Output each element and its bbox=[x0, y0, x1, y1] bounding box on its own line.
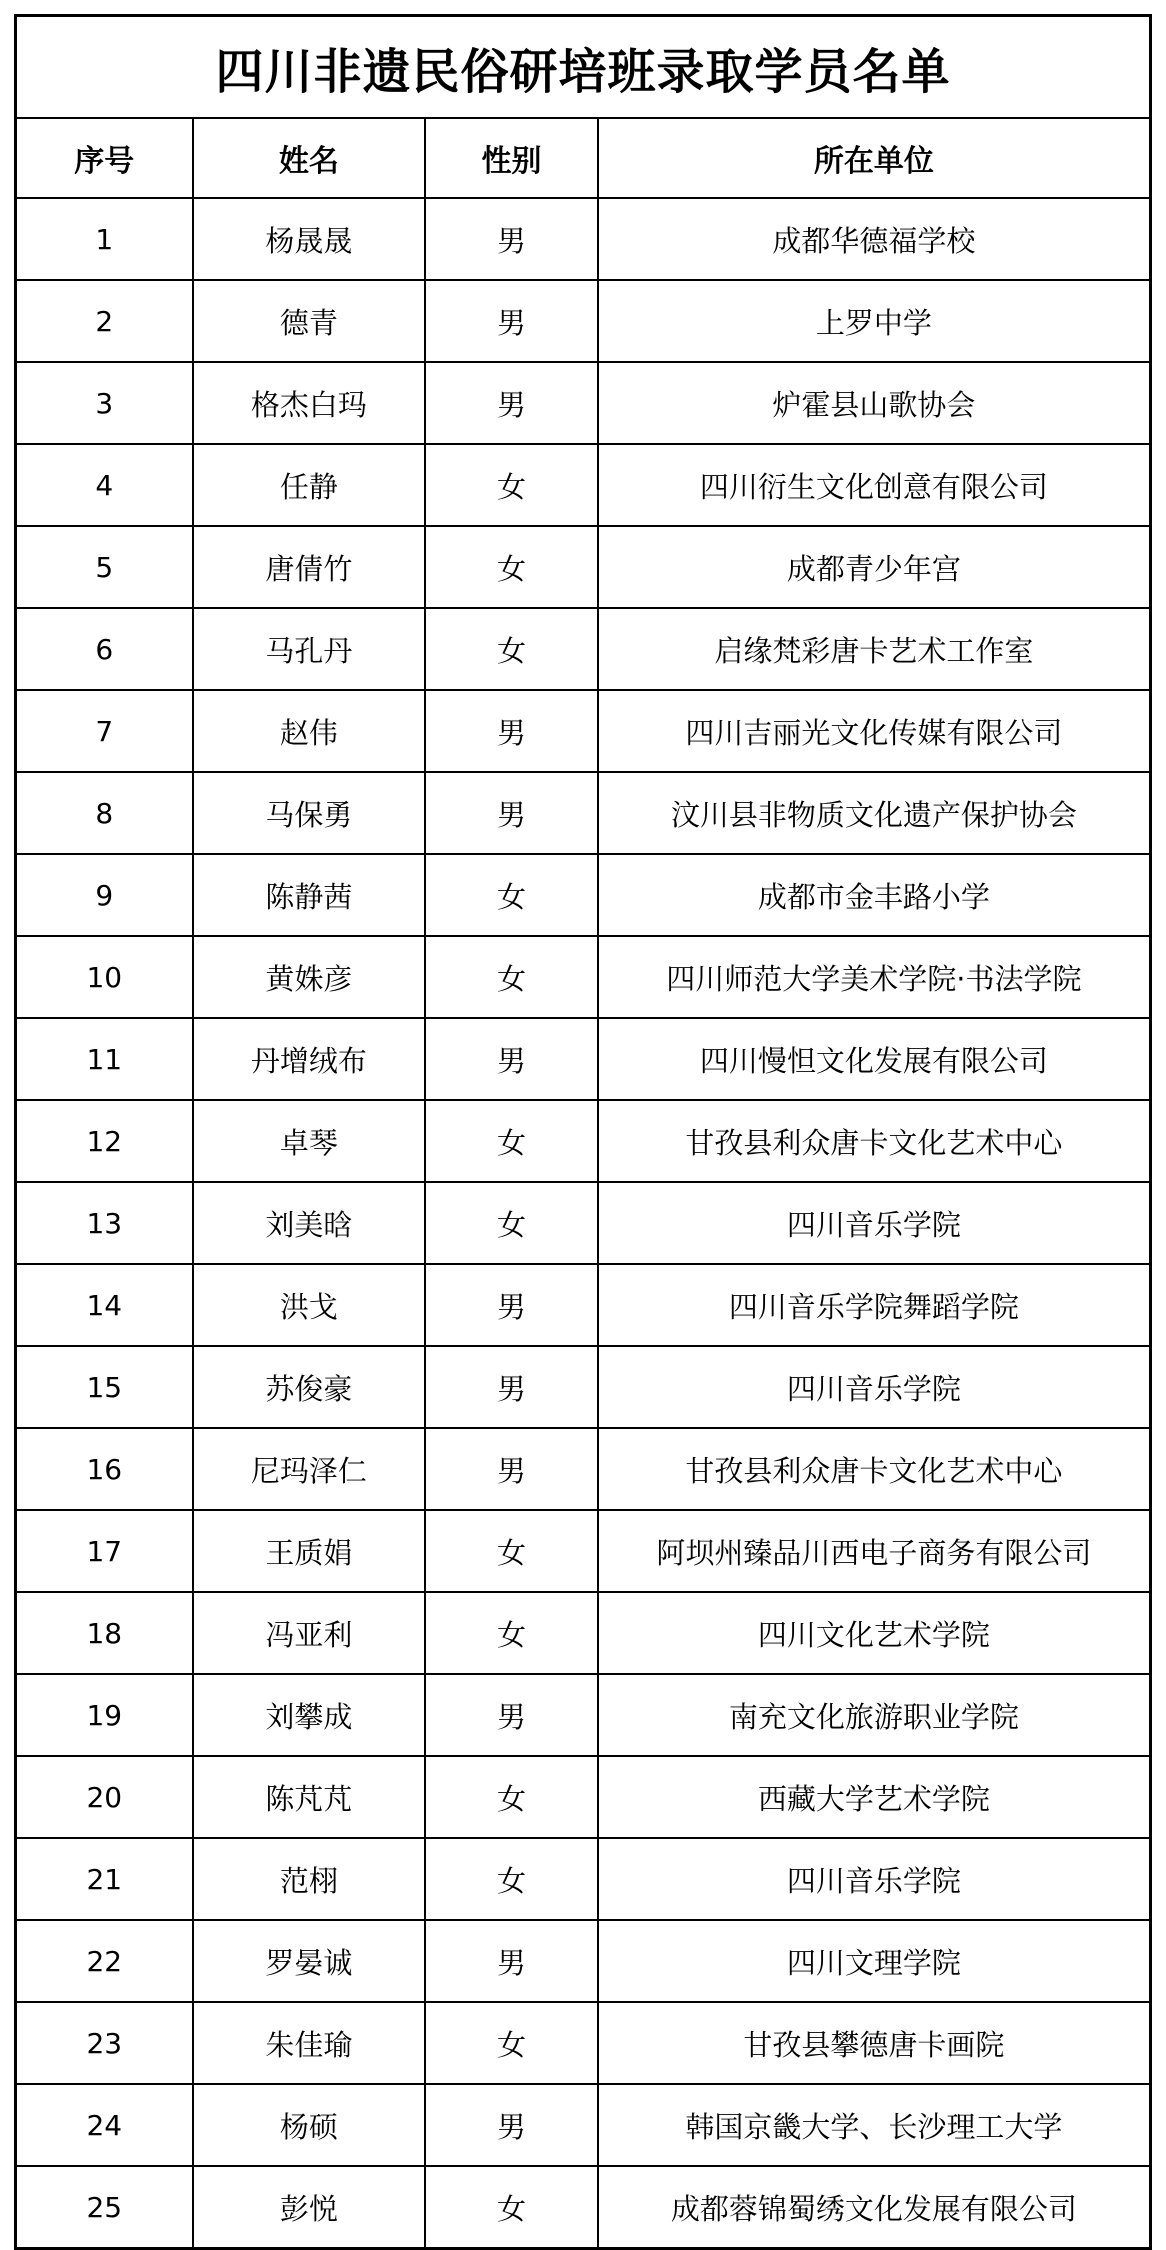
table-row bbox=[16, 1018, 1151, 1100]
cell-gender: 男 bbox=[425, 1674, 598, 1756]
cell-org: 甘孜县攀德唐卡画院 bbox=[598, 2002, 1151, 2084]
table-row bbox=[16, 1182, 1151, 1264]
cell-index: 25 bbox=[16, 2166, 193, 2249]
cell-name: 冯亚利 bbox=[193, 1592, 426, 1674]
cell-org: 阿坝州臻品川西电子商务有限公司 bbox=[598, 1510, 1151, 1592]
cell-gender: 男 bbox=[425, 690, 598, 772]
cell-index: 10 bbox=[16, 936, 193, 1018]
cell-name: 唐倩竹 bbox=[193, 526, 426, 608]
cell-name: 洪戈 bbox=[193, 1264, 426, 1346]
cell-gender: 女 bbox=[425, 608, 598, 690]
cell-org: 四川音乐学院 bbox=[598, 1182, 1151, 1264]
cell-index: 22 bbox=[16, 1920, 193, 2002]
cell-name: 卓琴 bbox=[193, 1100, 426, 1182]
cell-org: 炉霍县山歌协会 bbox=[598, 362, 1151, 444]
roster-table bbox=[14, 14, 1152, 2250]
cell-org: 甘孜县利众唐卡文化艺术中心 bbox=[598, 1100, 1151, 1182]
cell-gender: 女 bbox=[425, 1100, 598, 1182]
cell-name: 杨硕 bbox=[193, 2084, 426, 2166]
header-row bbox=[16, 118, 1151, 198]
cell-name: 赵伟 bbox=[193, 690, 426, 772]
cell-name: 黄姝彦 bbox=[193, 936, 426, 1018]
cell-name: 罗晏诚 bbox=[193, 1920, 426, 2002]
table-row bbox=[16, 362, 1151, 444]
cell-gender: 男 bbox=[425, 1428, 598, 1510]
cell-name: 丹增绒布 bbox=[193, 1018, 426, 1100]
cell-org: 启缘梵彩唐卡艺术工作室 bbox=[598, 608, 1151, 690]
cell-name: 马保勇 bbox=[193, 772, 426, 854]
cell-index: 13 bbox=[16, 1182, 193, 1264]
cell-org: 四川衍生文化创意有限公司 bbox=[598, 444, 1151, 526]
table-row bbox=[16, 1592, 1151, 1674]
cell-org: 四川音乐学院舞蹈学院 bbox=[598, 1264, 1151, 1346]
cell-index: 17 bbox=[16, 1510, 193, 1592]
table-row bbox=[16, 444, 1151, 526]
cell-gender: 女 bbox=[425, 1510, 598, 1592]
table-row bbox=[16, 1510, 1151, 1592]
cell-index: 4 bbox=[16, 444, 193, 526]
cell-index: 18 bbox=[16, 1592, 193, 1674]
cell-org: 成都蓉锦蜀绣文化发展有限公司 bbox=[598, 2166, 1151, 2249]
page-title: 四川非遗民俗研培班录取学员名单 bbox=[16, 16, 1151, 119]
cell-org: 四川文理学院 bbox=[598, 1920, 1151, 2002]
cell-index: 8 bbox=[16, 772, 193, 854]
cell-name: 王质娟 bbox=[193, 1510, 426, 1592]
table-row bbox=[16, 1264, 1151, 1346]
cell-name: 陈静茜 bbox=[193, 854, 426, 936]
table-row bbox=[16, 1428, 1151, 1510]
cell-index: 7 bbox=[16, 690, 193, 772]
table-row bbox=[16, 2002, 1151, 2084]
col-header-gender: 性别 bbox=[425, 118, 598, 198]
cell-gender: 男 bbox=[425, 280, 598, 362]
cell-gender: 男 bbox=[425, 1018, 598, 1100]
table-row bbox=[16, 2166, 1151, 2249]
cell-org: 汶川县非物质文化遗产保护协会 bbox=[598, 772, 1151, 854]
cell-gender: 男 bbox=[425, 2084, 598, 2166]
cell-gender: 女 bbox=[425, 444, 598, 526]
cell-index: 12 bbox=[16, 1100, 193, 1182]
cell-org: 四川吉丽光文化传媒有限公司 bbox=[598, 690, 1151, 772]
col-header-org: 所在单位 bbox=[598, 118, 1151, 198]
table-row bbox=[16, 1838, 1151, 1920]
cell-org: 四川音乐学院 bbox=[598, 1838, 1151, 1920]
table-row bbox=[16, 936, 1151, 1018]
cell-gender: 男 bbox=[425, 1920, 598, 2002]
table-row bbox=[16, 1756, 1151, 1838]
cell-index: 19 bbox=[16, 1674, 193, 1756]
cell-org: 南充文化旅游职业学院 bbox=[598, 1674, 1151, 1756]
cell-index: 11 bbox=[16, 1018, 193, 1100]
cell-name: 刘美晗 bbox=[193, 1182, 426, 1264]
cell-gender: 女 bbox=[425, 1592, 598, 1674]
cell-gender: 男 bbox=[425, 198, 598, 280]
table-row bbox=[16, 772, 1151, 854]
cell-name: 任静 bbox=[193, 444, 426, 526]
cell-org: 上罗中学 bbox=[598, 280, 1151, 362]
cell-name: 朱佳瑜 bbox=[193, 2002, 426, 2084]
col-header-name: 姓名 bbox=[193, 118, 426, 198]
cell-org: 四川慢怛文化发展有限公司 bbox=[598, 1018, 1151, 1100]
table-row bbox=[16, 690, 1151, 772]
cell-name: 格杰白玛 bbox=[193, 362, 426, 444]
cell-gender: 男 bbox=[425, 1264, 598, 1346]
table-row bbox=[16, 608, 1151, 690]
table-row bbox=[16, 1346, 1151, 1428]
cell-org: 四川文化艺术学院 bbox=[598, 1592, 1151, 1674]
cell-gender: 女 bbox=[425, 854, 598, 936]
cell-name: 杨晟晟 bbox=[193, 198, 426, 280]
cell-name: 苏俊豪 bbox=[193, 1346, 426, 1428]
cell-index: 14 bbox=[16, 1264, 193, 1346]
table-row bbox=[16, 2084, 1151, 2166]
cell-name: 范栩 bbox=[193, 1838, 426, 1920]
cell-org: 甘孜县利众唐卡文化艺术中心 bbox=[598, 1428, 1151, 1510]
cell-org: 四川师范大学美术学院·书法学院 bbox=[598, 936, 1151, 1018]
cell-index: 21 bbox=[16, 1838, 193, 1920]
cell-gender: 女 bbox=[425, 2166, 598, 2249]
cell-gender: 男 bbox=[425, 772, 598, 854]
table-row bbox=[16, 526, 1151, 608]
cell-org: 四川音乐学院 bbox=[598, 1346, 1151, 1428]
cell-name: 尼玛泽仁 bbox=[193, 1428, 426, 1510]
cell-name: 德青 bbox=[193, 280, 426, 362]
cell-gender: 女 bbox=[425, 936, 598, 1018]
cell-index: 16 bbox=[16, 1428, 193, 1510]
cell-index: 1 bbox=[16, 198, 193, 280]
cell-org: 韩国京畿大学、长沙理工大学 bbox=[598, 2084, 1151, 2166]
cell-index: 20 bbox=[16, 1756, 193, 1838]
cell-gender: 男 bbox=[425, 1346, 598, 1428]
cell-gender: 男 bbox=[425, 362, 598, 444]
cell-name: 彭悦 bbox=[193, 2166, 426, 2249]
table-row bbox=[16, 280, 1151, 362]
cell-org: 西藏大学艺术学院 bbox=[598, 1756, 1151, 1838]
table-row bbox=[16, 854, 1151, 936]
cell-name: 马孔丹 bbox=[193, 608, 426, 690]
table-row bbox=[16, 1100, 1151, 1182]
cell-org: 成都市金丰路小学 bbox=[598, 854, 1151, 936]
table-row bbox=[16, 1920, 1151, 2002]
cell-gender: 女 bbox=[425, 1182, 598, 1264]
title-row bbox=[16, 16, 1151, 119]
col-header-index: 序号 bbox=[16, 118, 193, 198]
cell-org: 成都青少年宫 bbox=[598, 526, 1151, 608]
table-row bbox=[16, 1674, 1151, 1756]
cell-gender: 女 bbox=[425, 526, 598, 608]
cell-gender: 女 bbox=[425, 1838, 598, 1920]
cell-index: 24 bbox=[16, 2084, 193, 2166]
cell-index: 15 bbox=[16, 1346, 193, 1428]
cell-index: 9 bbox=[16, 854, 193, 936]
cell-name: 陈芃芃 bbox=[193, 1756, 426, 1838]
cell-gender: 女 bbox=[425, 2002, 598, 2084]
table-row bbox=[16, 198, 1151, 280]
cell-name: 刘攀成 bbox=[193, 1674, 426, 1756]
cell-gender: 女 bbox=[425, 1756, 598, 1838]
cell-org: 成都华德福学校 bbox=[598, 198, 1151, 280]
cell-index: 5 bbox=[16, 526, 193, 608]
cell-index: 2 bbox=[16, 280, 193, 362]
cell-index: 3 bbox=[16, 362, 193, 444]
cell-index: 23 bbox=[16, 2002, 193, 2084]
cell-index: 6 bbox=[16, 608, 193, 690]
roster-body bbox=[16, 198, 1151, 2249]
